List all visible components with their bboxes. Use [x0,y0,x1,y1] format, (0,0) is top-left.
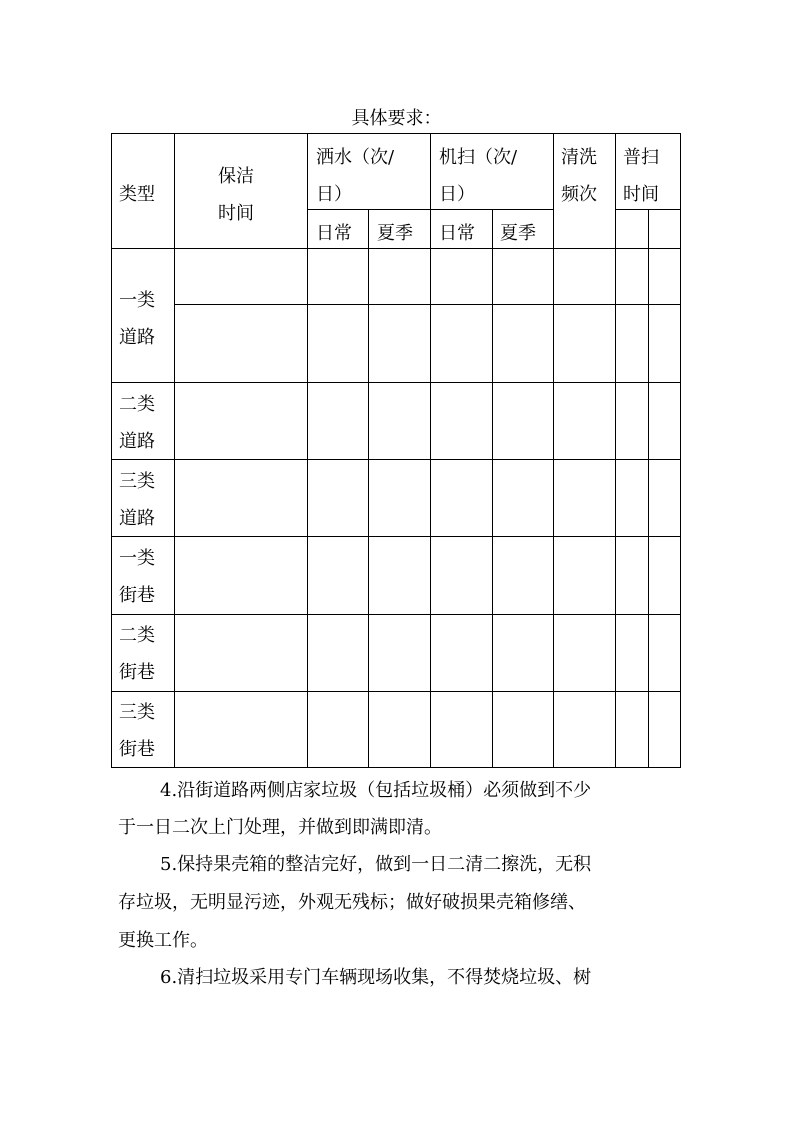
row-label-line: 街巷 [119,585,155,606]
header-line: 机扫（次/ [439,147,518,168]
row-divider [111,691,681,692]
row-label-line: 二类 [119,394,155,415]
header-type: 类型 [119,184,155,205]
subheader-summer: 夏季 [500,223,536,244]
row-label [119,617,155,691]
row-label-line: 三类 [119,471,155,492]
col-divider [492,209,493,768]
row-label [119,540,155,614]
row-divider [175,304,681,305]
header-line: 日） [439,184,475,205]
header-machine-sweep [439,139,517,213]
header-line: 频次 [561,184,597,205]
row-label [119,463,155,537]
header-sprinkling [316,139,394,213]
row-label-line: 道路 [119,327,155,348]
requirements-table [111,133,681,768]
row-label-line: 道路 [119,431,155,452]
row-divider [111,536,681,537]
row-label-line: 一类 [119,290,155,311]
paragraph-6-line-1: 6.清扫垃圾采用专门车辆现场收集，不得焚烧垃圾、树 [160,967,592,988]
row-label [119,386,155,460]
row-divider [111,614,681,615]
col-divider [174,133,175,768]
subheader-daily: 日常 [439,223,475,244]
paragraph-5-line-2: 存垃圾，无明显污迹，外观无残标；做好破损果壳箱修缮、 [118,892,586,913]
row-divider [111,459,681,460]
header-general-sweep-time [623,139,659,213]
header-line: 普扫 [623,147,659,168]
col-divider [368,209,369,768]
header-line: 洒水（次/ [316,147,395,168]
table-border-right [680,133,681,768]
col-divider [307,133,308,768]
header-line: 时间 [623,184,659,205]
col-divider [615,133,616,768]
row-label-line: 街巷 [119,739,155,760]
row-label-line: 道路 [119,508,155,529]
header-line: 日） [316,184,352,205]
row-label-line: 二类 [119,625,155,646]
header-line: 时间 [218,203,254,224]
row-label-line: 三类 [119,702,155,723]
header-wash-frequency [561,139,597,213]
paragraph-4-line-1: 4.沿街道路两侧店家垃圾（包括垃圾桶）必须做到不少 [160,780,592,801]
table-border-bottom [111,767,681,768]
row-label-line: 街巷 [119,662,155,683]
paragraph-5-line-1: 5.保持果壳箱的整洁完好，做到一日二清二擦洗，无积 [160,854,592,875]
col-divider [553,133,554,768]
table-border-left [111,133,112,768]
table-border-top [111,133,681,134]
row-divider [111,382,681,383]
subheader-daily: 日常 [316,223,352,244]
row-label-line: 一类 [119,548,155,569]
paragraph-5-line-3: 更换工作。 [118,930,208,951]
section-title: 具体要求： [351,108,442,129]
col-divider [648,209,649,768]
col-divider [430,133,431,768]
header-line: 清洗 [561,147,597,168]
subheader-summer: 夏季 [377,223,413,244]
paragraph-4-line-2: 于一日二次上门处理，并做到即满即清。 [118,817,442,838]
row-label [119,282,155,356]
header-line: 保洁 [218,166,254,187]
row-label [119,694,155,768]
header-cleaning-time [218,158,254,232]
